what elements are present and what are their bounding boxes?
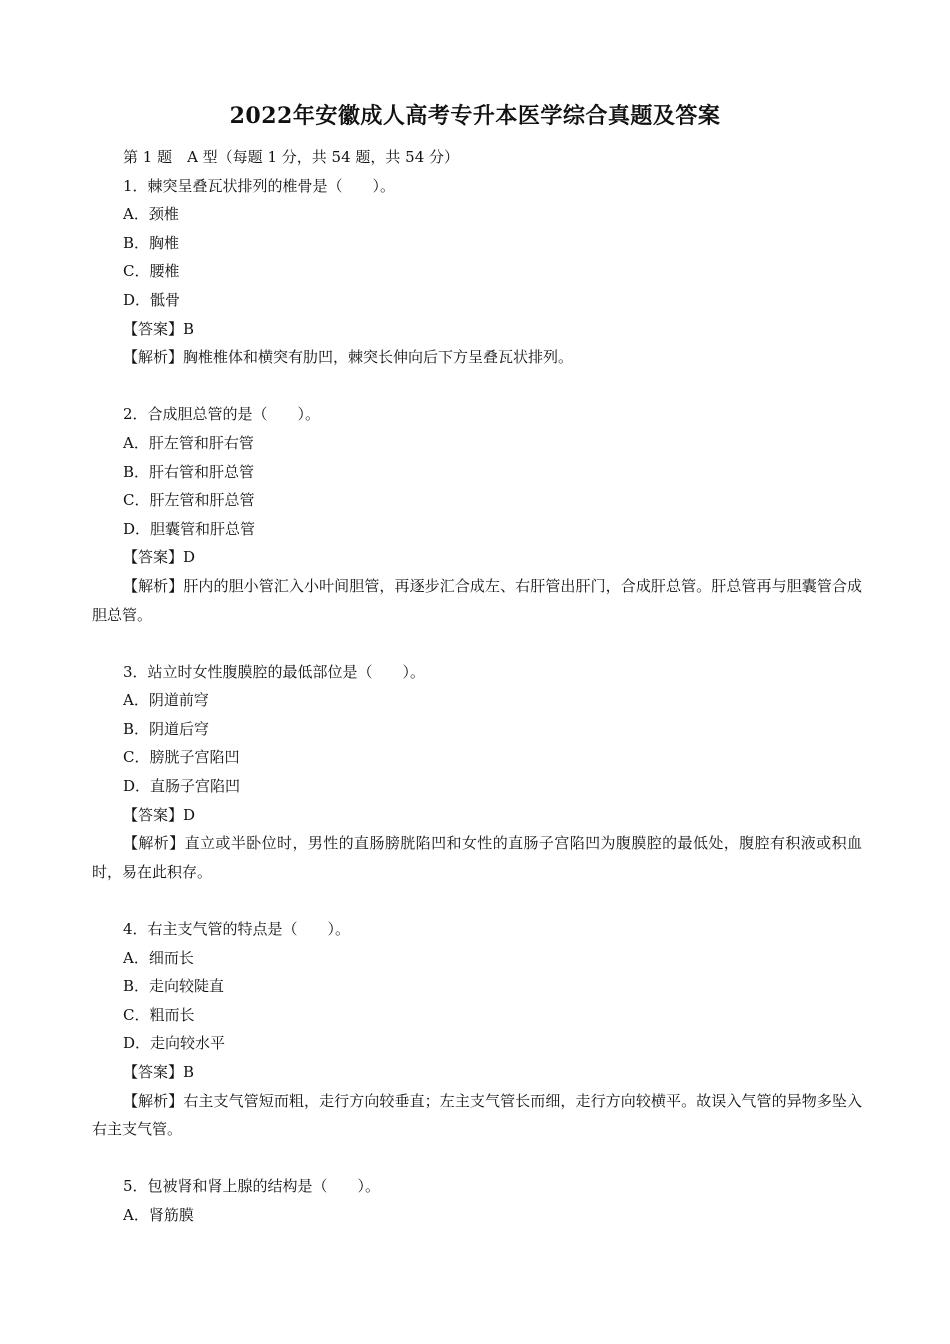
option-b: B．肝右管和肝总管 [123,462,255,481]
spacer [92,372,862,401]
document-body [92,143,862,1230]
option-b: B．阴道后穹 [123,719,210,738]
question-stem: 3．站立时女性腹膜腔的最低部位是（ ）。 [123,662,426,681]
option-c: C．肝左管和肝总管 [123,491,255,510]
section-header: 第 1 题 A 型（每题 1 分，共 54 题，共 54 分） [123,148,460,166]
analysis-text: 【解析】直立或半卧位时，男性的直肠膀胱陷凹和女性的直肠子宫陷凹为腹膜腔的最低处，腹腔有积液或积血时，易在此积存。 [92,834,862,881]
analysis-text: 【解析】右主支气管短而粗，走行方向较垂直；左主支气管长而细，走行方向较横平。故误入气管的异物多坠入右主支气管。 [92,1091,862,1139]
answer-line: 【答案】D [123,805,196,824]
option-a: A．肝左管和肝右管 [123,433,254,452]
option-b: B．走向较陡直 [123,977,225,996]
option-d: D．骶骨 [123,290,181,309]
option-c: C．膀胱子宫陷凹 [123,748,240,767]
question-stem: 2．合成胆总管的是（ ）。 [123,405,321,424]
question-5 [92,1172,862,1229]
question-stem: 1．棘突呈叠瓦状排列的椎骨是（ ）。 [123,176,396,195]
question-stem: 5．包被肾和肾上腺的结构是（ ）。 [123,1177,381,1196]
option-d: D．直肠子宫陷凹 [123,777,241,796]
answer-line: 【答案】B [123,1063,195,1081]
option-a: A．阴道前穹 [123,691,209,710]
option-a: A．细而长 [123,948,194,967]
option-d: D．胆囊管和肝总管 [123,519,256,538]
spacer [92,886,862,915]
option-d: D．走向较水平 [123,1034,226,1053]
answer-line: 【答案】D [123,548,196,567]
spacer [92,629,862,658]
question-3 [92,658,862,887]
question-2 [92,400,862,629]
option-b: B．胸椎 [123,233,180,252]
analysis-text: 【解析】胸椎椎体和横突有肋凹，棘突长伸向后下方呈叠瓦状排列。 [123,348,574,367]
question-stem: 4．右主支气管的特点是（ ）。 [123,920,351,939]
option-a: A．颈椎 [123,205,179,224]
option-a: A．肾筋膜 [123,1205,194,1224]
question-4 [92,915,862,1144]
option-c: C．腰椎 [123,262,180,281]
answer-line: 【答案】B [123,319,195,338]
option-c: C．粗而长 [123,1005,195,1024]
document-title: 2022年安徽成人高考专升本医学综合真题及答案 [229,103,721,129]
analysis-text: 【解析】肝内的胆小管汇入小叶间胆管，再逐步汇合成左、右肝管出肝门，合成肝总管。肝总管再与胆囊管合成胆总管。 [92,576,862,624]
spacer [92,1144,862,1173]
question-1 [92,172,862,372]
